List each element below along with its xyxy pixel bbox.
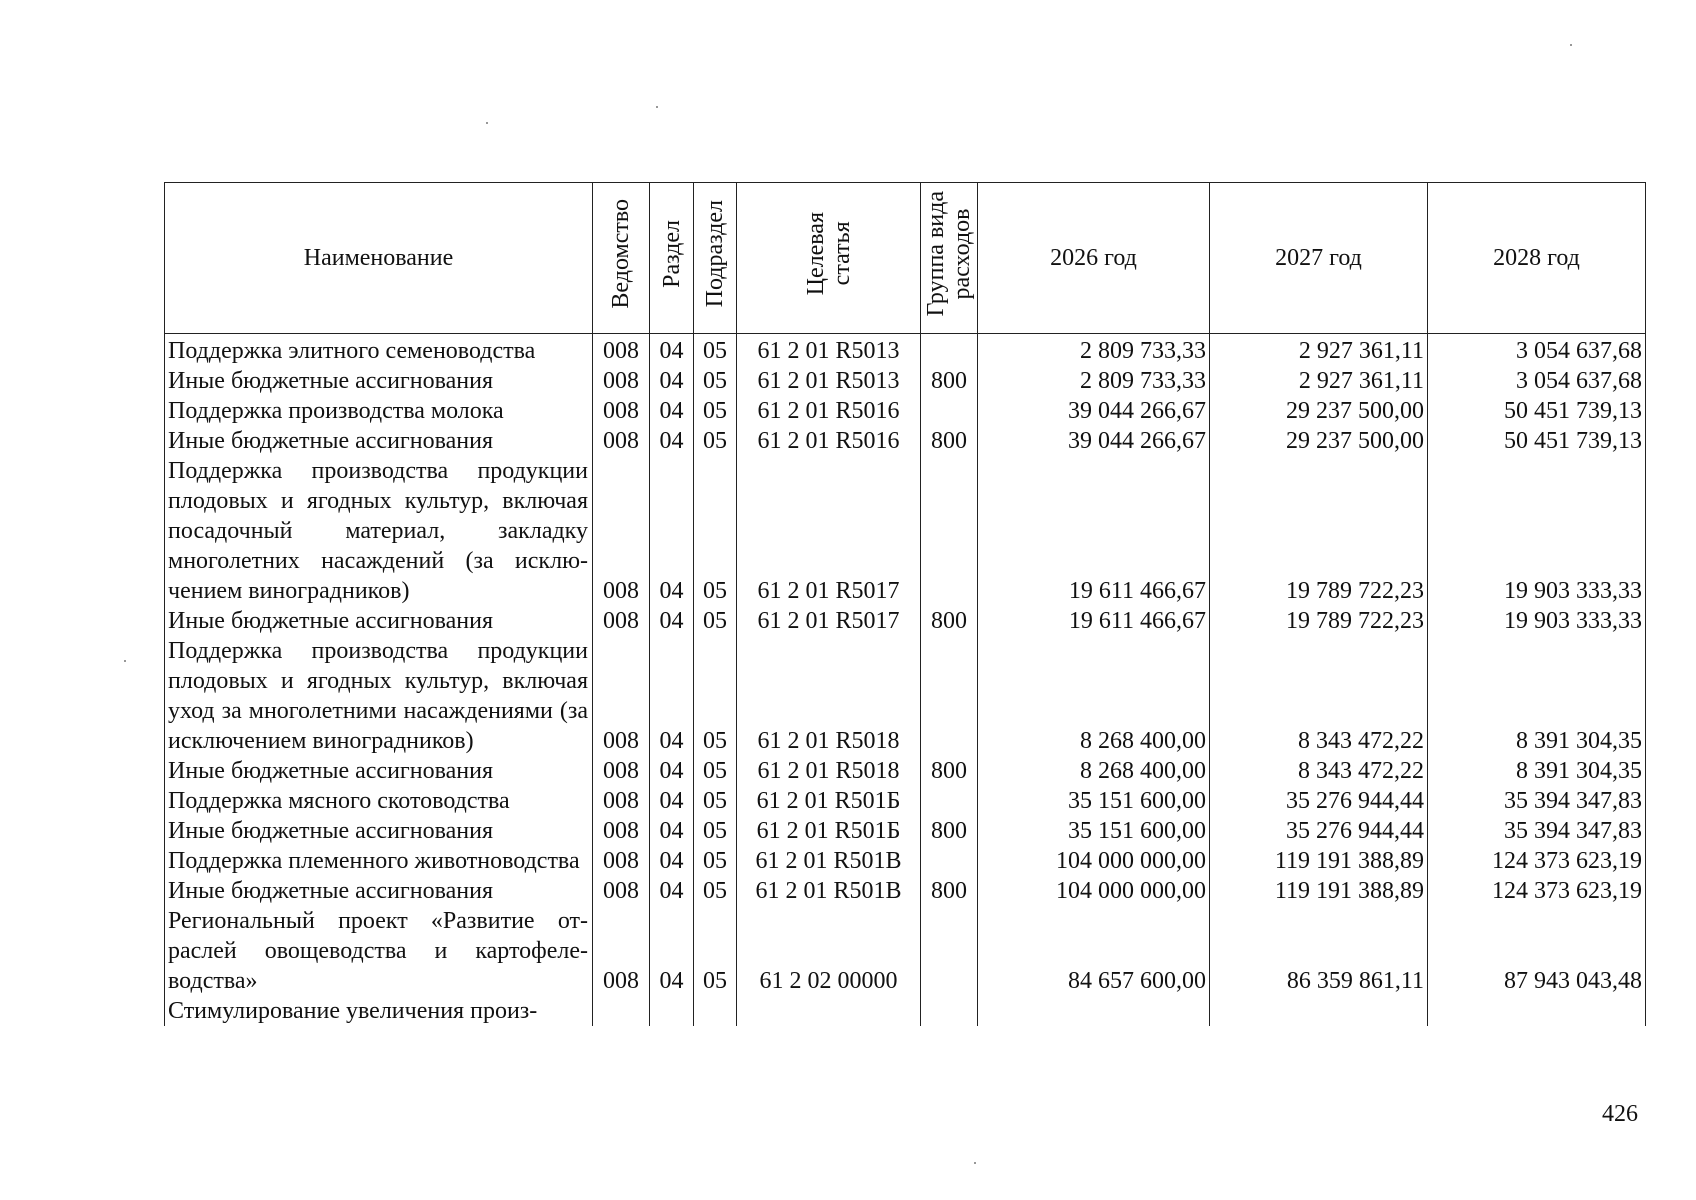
- row-subsection: 05: [694, 606, 737, 636]
- scan-speck: [656, 106, 658, 108]
- row-amount-2027: 19 789 722,23: [1210, 606, 1428, 636]
- row-amount-2027: 29 237 500,00: [1210, 396, 1428, 426]
- row-amount-2028: 35 394 347,83: [1428, 816, 1646, 846]
- row-target-item: 61 2 02 00000: [737, 906, 921, 996]
- row-subsection: 05: [694, 334, 737, 367]
- row-amount-2026: 8 268 400,00: [978, 636, 1210, 756]
- row-expense-group: 800: [921, 426, 978, 456]
- row-name: Иные бюджетные ассигнования: [165, 606, 593, 636]
- table-row: [165, 456, 1646, 606]
- row-department: 008: [593, 606, 650, 636]
- row-amount-2027: 86 359 861,11: [1210, 906, 1428, 996]
- row-amount-2026: 2 809 733,33: [978, 366, 1210, 396]
- row-department: 008: [593, 906, 650, 996]
- row-name: Поддержка мясного скотоводства: [165, 786, 593, 816]
- row-section: 04: [650, 366, 694, 396]
- row-subsection: 05: [694, 456, 737, 606]
- row-subsection: 05: [694, 846, 737, 876]
- row-target-item: 61 2 01 R501Б: [737, 786, 921, 816]
- row-section: 04: [650, 756, 694, 786]
- row-amount-2028: [1428, 996, 1646, 1026]
- table-row: [165, 334, 1646, 367]
- row-subsection: 05: [694, 426, 737, 456]
- row-department: 008: [593, 876, 650, 906]
- table-row: [165, 816, 1646, 846]
- row-subsection: 05: [694, 906, 737, 996]
- row-expense-group: 800: [921, 816, 978, 846]
- row-amount-2027: 119 191 388,89: [1210, 846, 1428, 876]
- row-expense-group: 800: [921, 606, 978, 636]
- row-subsection: 05: [694, 756, 737, 786]
- row-amount-2026: 39 044 266,67: [978, 396, 1210, 426]
- row-target-item: 61 2 01 R5016: [737, 426, 921, 456]
- row-subsection: 05: [694, 816, 737, 846]
- row-subsection: 05: [694, 366, 737, 396]
- header-section: Раздел: [650, 183, 694, 334]
- row-amount-2027: 35 276 944,44: [1210, 786, 1428, 816]
- table-body: [165, 334, 1646, 1027]
- row-department: 008: [593, 366, 650, 396]
- row-amount-2027: 2 927 361,11: [1210, 366, 1428, 396]
- row-amount-2026: 19 611 466,67: [978, 606, 1210, 636]
- row-amount-2026: 19 611 466,67: [978, 456, 1210, 606]
- row-amount-2027: 29 237 500,00: [1210, 426, 1428, 456]
- row-department: 008: [593, 756, 650, 786]
- scan-speck: [124, 660, 126, 662]
- row-expense-group: [921, 636, 978, 756]
- header-year-2028: 2028 год: [1428, 183, 1646, 334]
- table-row-partial: [165, 996, 1646, 1026]
- row-section: 04: [650, 426, 694, 456]
- row-name: Иные бюджетные ассигнования: [165, 366, 593, 396]
- row-target-item: 61 2 01 R501В: [737, 876, 921, 906]
- table-row: [165, 606, 1646, 636]
- row-section: [650, 996, 694, 1026]
- row-target-item: 61 2 01 R5013: [737, 334, 921, 367]
- row-expense-group: [921, 846, 978, 876]
- budget-table: [164, 182, 1646, 1026]
- row-amount-2028: 8 391 304,35: [1428, 756, 1646, 786]
- row-amount-2028: 35 394 347,83: [1428, 786, 1646, 816]
- row-amount-2027: 8 343 472,22: [1210, 636, 1428, 756]
- row-amount-2026: 2 809 733,33: [978, 334, 1210, 367]
- table-row: [165, 876, 1646, 906]
- scan-speck: [1570, 44, 1572, 46]
- row-expense-group: [921, 906, 978, 996]
- table-row: [165, 846, 1646, 876]
- row-section: 04: [650, 396, 694, 426]
- row-target-item: 61 2 01 R5018: [737, 756, 921, 786]
- row-section: 04: [650, 786, 694, 816]
- row-amount-2028: 8 391 304,35: [1428, 636, 1646, 756]
- page-number: 426: [1602, 1101, 1638, 1127]
- row-subsection: [694, 996, 737, 1026]
- scan-speck: [974, 1162, 976, 1164]
- row-name: Иные бюджетные ассигнования: [165, 756, 593, 786]
- row-amount-2027: 2 927 361,11: [1210, 334, 1428, 367]
- row-amount-2027: 8 343 472,22: [1210, 756, 1428, 786]
- row-expense-group: [921, 334, 978, 367]
- header-year-2026: 2026 год: [978, 183, 1210, 334]
- row-section: 04: [650, 606, 694, 636]
- row-amount-2026: 104 000 000,00: [978, 846, 1210, 876]
- row-name: Региональный проект «Развитие отраслей овощеводства и картофелеводства»: [165, 906, 593, 996]
- row-target-item: 61 2 01 R5018: [737, 636, 921, 756]
- header-name: Наименование: [165, 183, 593, 334]
- row-amount-2026: 84 657 600,00: [978, 906, 1210, 996]
- row-department: 008: [593, 396, 650, 426]
- row-name: Поддержка элитного семеноводства: [165, 334, 593, 367]
- row-target-item: 61 2 01 R501В: [737, 846, 921, 876]
- row-department: 008: [593, 846, 650, 876]
- row-expense-group: [921, 786, 978, 816]
- row-amount-2026: 8 268 400,00: [978, 756, 1210, 786]
- row-name: Поддержка производства продукции плодовых и ягодных культур, включая посадочный материал, закладку многолетних насаждений (за исключением виноградников): [165, 456, 593, 606]
- row-amount-2028: 19 903 333,33: [1428, 456, 1646, 606]
- row-amount-2027: 119 191 388,89: [1210, 876, 1428, 906]
- row-name: Иные бюджетные ассигнования: [165, 816, 593, 846]
- row-amount-2026: 104 000 000,00: [978, 876, 1210, 906]
- header-subsection: Подраздел: [694, 183, 737, 334]
- row-expense-group: 800: [921, 366, 978, 396]
- row-expense-group: [921, 396, 978, 426]
- row-amount-2028: 19 903 333,33: [1428, 606, 1646, 636]
- row-name: Иные бюджетные ассигнования: [165, 876, 593, 906]
- table-row: [165, 906, 1646, 996]
- table-row: [165, 636, 1646, 756]
- row-department: 008: [593, 426, 650, 456]
- row-expense-group: 800: [921, 756, 978, 786]
- table-row: [165, 366, 1646, 396]
- row-section: 04: [650, 906, 694, 996]
- table-row: [165, 426, 1646, 456]
- row-section: 04: [650, 334, 694, 367]
- row-amount-2026: 35 151 600,00: [978, 816, 1210, 846]
- header-year-2027: 2027 год: [1210, 183, 1428, 334]
- row-subsection: 05: [694, 786, 737, 816]
- row-amount-2028: 50 451 739,13: [1428, 426, 1646, 456]
- row-subsection: 05: [694, 396, 737, 426]
- row-amount-2028: 50 451 739,13: [1428, 396, 1646, 426]
- row-name: Стимулирование увеличения произ-: [165, 996, 593, 1026]
- row-target-item: 61 2 01 R501Б: [737, 816, 921, 846]
- row-department: [593, 996, 650, 1026]
- row-section: 04: [650, 876, 694, 906]
- row-name: Поддержка племенного животноводства: [165, 846, 593, 876]
- row-amount-2028: 87 943 043,48: [1428, 906, 1646, 996]
- row-expense-group: [921, 456, 978, 606]
- row-amount-2026: 39 044 266,67: [978, 426, 1210, 456]
- row-name: Поддержка производства молока: [165, 396, 593, 426]
- row-amount-2027: [1210, 996, 1428, 1026]
- row-target-item: 61 2 01 R5013: [737, 366, 921, 396]
- row-target-item: 61 2 01 R5017: [737, 456, 921, 606]
- row-amount-2027: 19 789 722,23: [1210, 456, 1428, 606]
- scan-speck: [486, 122, 488, 124]
- row-name: Поддержка производства продукции плодовых и ягодных культур, включая уход за многолетними насаждениями (за исключением виноградников): [165, 636, 593, 756]
- table-row: [165, 396, 1646, 426]
- row-amount-2028: 124 373 623,19: [1428, 846, 1646, 876]
- row-amount-2026: 35 151 600,00: [978, 786, 1210, 816]
- row-amount-2028: 3 054 637,68: [1428, 366, 1646, 396]
- row-expense-group: [921, 996, 978, 1026]
- header-expense-group: Группа вида расходов: [921, 183, 978, 334]
- row-section: 04: [650, 456, 694, 606]
- header-target-item: Целевая статья: [737, 183, 921, 334]
- header-department: Ведомство: [593, 183, 650, 334]
- row-subsection: 05: [694, 636, 737, 756]
- row-department: 008: [593, 334, 650, 367]
- row-name: Иные бюджетные ассигнования: [165, 426, 593, 456]
- table-header: [165, 183, 1646, 334]
- row-amount-2027: 35 276 944,44: [1210, 816, 1428, 846]
- row-subsection: 05: [694, 876, 737, 906]
- row-target-item: 61 2 01 R5016: [737, 396, 921, 426]
- row-department: 008: [593, 786, 650, 816]
- row-target-item: 61 2 01 R5017: [737, 606, 921, 636]
- row-department: 008: [593, 816, 650, 846]
- row-amount-2028: 124 373 623,19: [1428, 876, 1646, 906]
- row-department: 008: [593, 456, 650, 606]
- row-department: 008: [593, 636, 650, 756]
- table-row: [165, 786, 1646, 816]
- table-row: [165, 756, 1646, 786]
- row-section: 04: [650, 816, 694, 846]
- row-amount-2026: [978, 996, 1210, 1026]
- row-expense-group: 800: [921, 876, 978, 906]
- row-target-item: [737, 996, 921, 1026]
- row-section: 04: [650, 636, 694, 756]
- row-amount-2028: 3 054 637,68: [1428, 334, 1646, 367]
- row-section: 04: [650, 846, 694, 876]
